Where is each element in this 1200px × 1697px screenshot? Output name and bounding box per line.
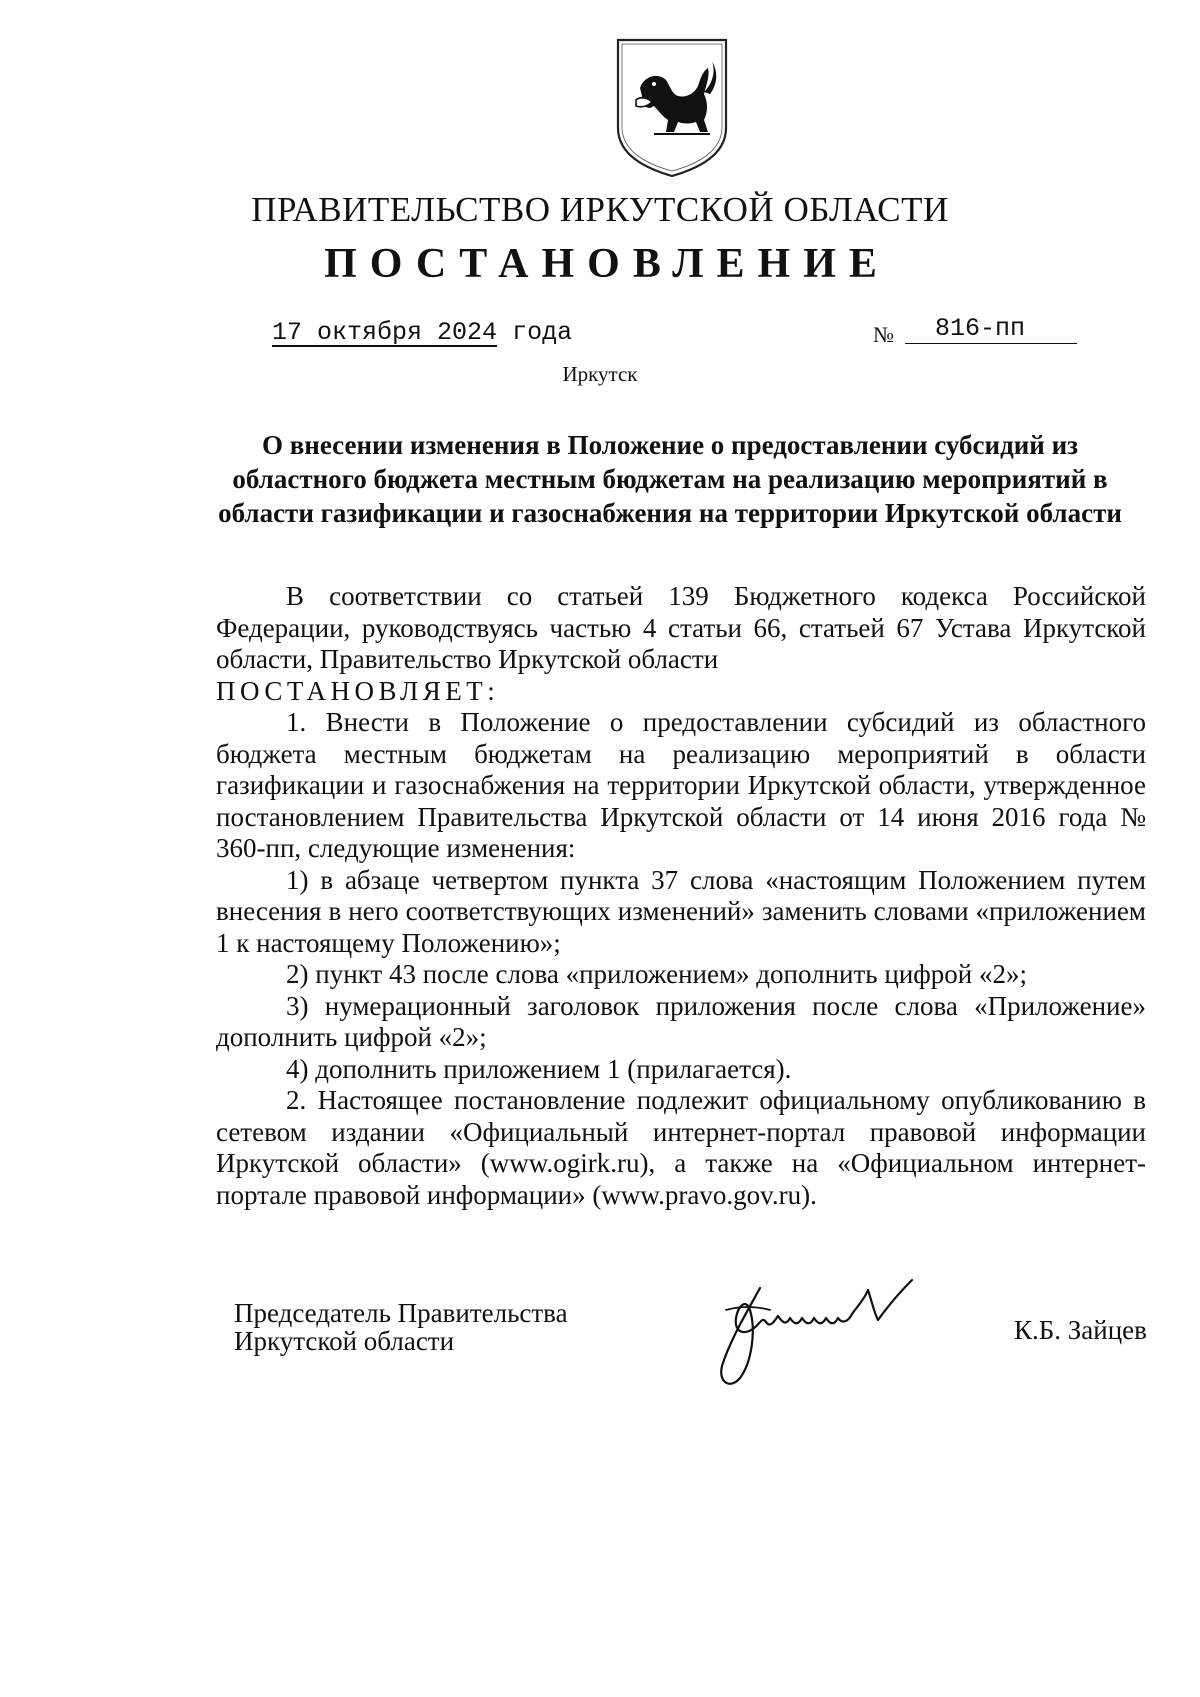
date-suffix: года — [512, 318, 573, 347]
item-1-paragraph: 1. Внести в Положение о предоставлении субсидий из областного бюджета местным бюджетам на реализацию мероприятий в области газификации и газоснабжения на территории Иркутской области, утвержденное постановлением Правительства Иркутской области от 14 июня 2016 года № 360-пп, следующие изменения: — [216, 707, 1146, 863]
signatory-position — [234, 1299, 568, 1355]
document-type-heading: ПОСТАНОВЛЕНИЕ — [324, 241, 890, 287]
city-name: Иркутск — [562, 362, 638, 386]
subitem-1-paragraph: 1) в абзаце четвертом пункта 37 слова «настоящим Положением путем внесения в него соответствующих изменений» заменить словами «приложением 1 к настоящему Положению»; — [216, 864, 1146, 958]
subitem-4-paragraph: 4) дополнить приложением 1 (прилагается). — [286, 1053, 792, 1084]
number-label: № — [873, 322, 894, 347]
subitem-3-paragraph: 3) нумерационный заголовок приложения после слова «Приложение» дополнить цифрой «2»; — [216, 990, 1146, 1052]
document-date — [272, 318, 572, 347]
signatory-position-line-1: Председатель Правительства — [234, 1298, 568, 1328]
signatory-position-line-2: Иркутской области — [234, 1326, 455, 1356]
document-number: 816-пп — [905, 314, 1077, 344]
signatory-name: К.Б. Зайцев — [1014, 1315, 1147, 1345]
document-body — [216, 581, 1146, 1211]
item-2-paragraph: 2. Настоящее постановление подлежит официальному опубликованию в сетевом издании «Официальный интернет-портал правовой информации Иркутской области» (www.ogirk.ru), а также на «Официальном интернет-портале правовой информации» (www.pravo.gov.ru). — [216, 1085, 1146, 1210]
handwritten-signature — [700, 1270, 980, 1400]
subitem-2-paragraph: 2) пункт 43 после слова «приложением» дополнить цифрой «2»; — [286, 959, 1027, 989]
government-name: ПРАВИТЕЛЬСТВО ИРКУТСКОЙ ОБЛАСТИ — [251, 190, 949, 229]
document-title: О внесении изменения в Положение о предоставлении субсидий из областного бюджета местным бюджетам на реализацию мероприятий в области газификации и газоснабжения на территории Иркутской области — [218, 430, 1122, 528]
preamble-paragraph: В соответствии со статьей 139 Бюджетного кодекса Российской Федерации, руководствуясь частью 4 статьи 66, статьей 67 Устава Иркутской области, Правительство Иркутской области — [216, 581, 1146, 674]
coat-of-arms-icon — [614, 36, 730, 180]
date-value: 17 октября 2024 — [272, 318, 498, 347]
resolves-line: ПОСТАНОВЛЯЕТ: — [216, 675, 500, 706]
